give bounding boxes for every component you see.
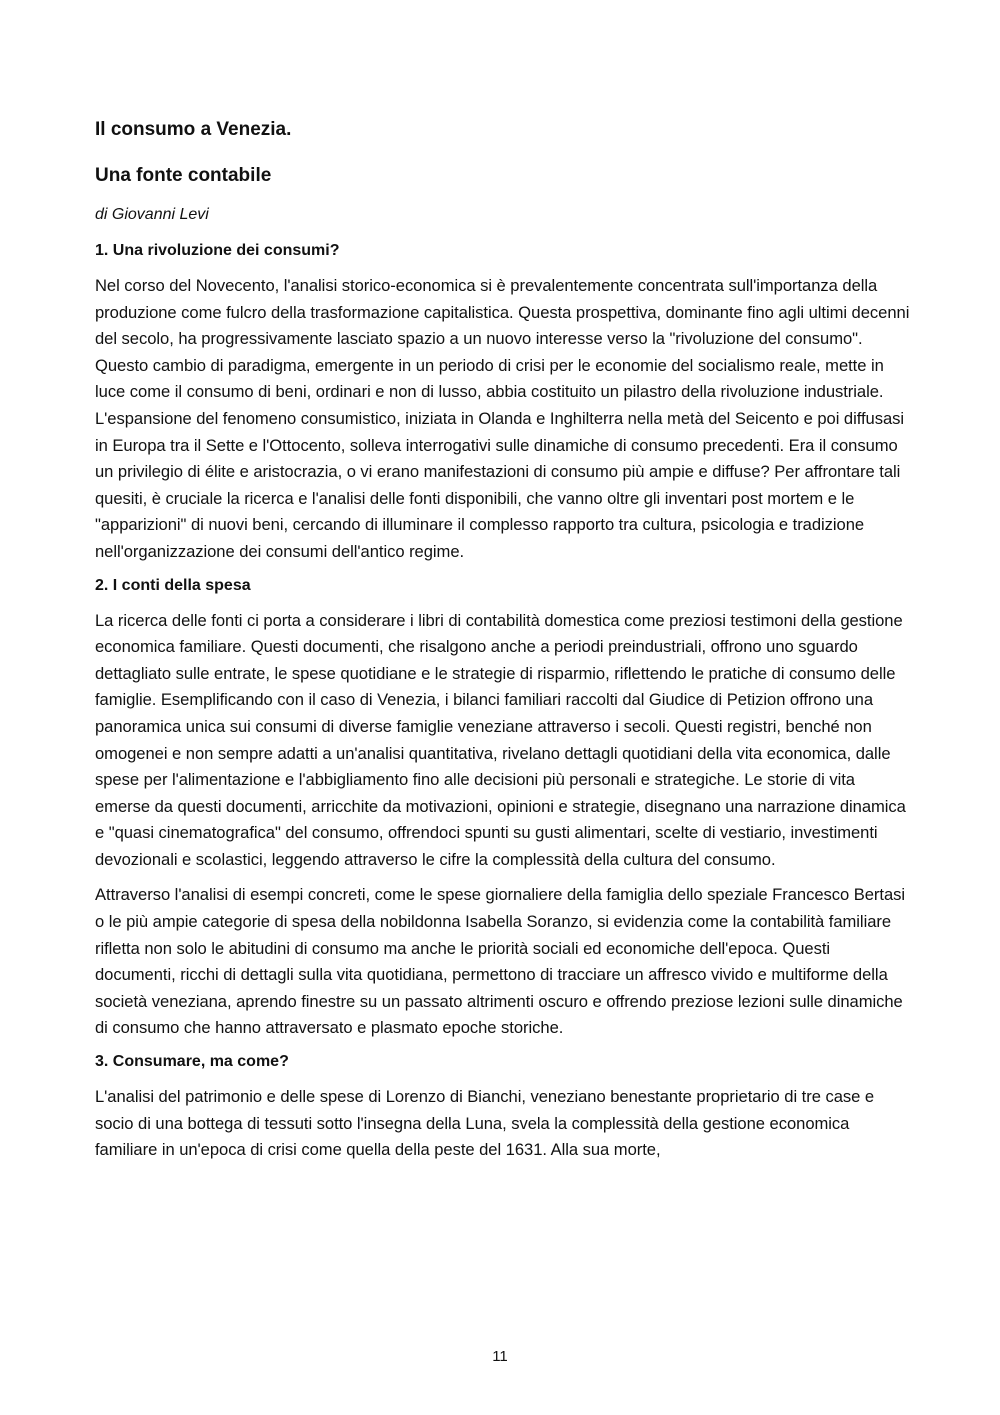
paragraph: Nel corso del Novecento, l'analisi storico-economica si è prevalentemente concentrata sull'importanza della produzione come fulcro della trasformazione capitalistica. Questa prospettiva, dominante fino agli ultimi decenni del secolo, ha progressivamente lasciato spazio a un nuovo interesse verso la "rivoluzione del consumo". Questo cambio di paradigma, emergente in un periodo di crisi per le economie del socialismo reale, mette in luce come il consumo di beni, ordinari e non di lusso, abbia costituito un pilastro della rivoluzione industriale. L'espansione del fenomeno consumistico, iniziata in Olanda e Inghilterra nella metà del Seicento e poi diffusasi in Europa tra il Sette e l'Ottocento, solleva interrogativi sulle dinamiche di consumo precedenti. Era il consumo un privilegio di élite e aristocrazia, o vi erano manifestazioni di consumo più ampie e diffuse? Per affrontare tali quesiti, è cruciale la ricerca e l'analisi delle fonti disponibili, che vanno oltre gli inventari post mortem e le "apparizioni" di nuovi beni, cercando di illuminare il complesso rapporto tra cultura, psicologia e tradizione nell'organizzazione dei consumi dell'antico regime. [95, 276, 910, 561]
page-number: 11 [492, 1348, 508, 1365]
section-heading: 3. Consumare, ma come? [95, 1053, 289, 1071]
document-title: Il consumo a Venezia. [95, 119, 292, 140]
section-heading: 1. Una rivoluzione dei consumi? [95, 242, 340, 259]
section-1 [95, 240, 910, 566]
section-2 [95, 575, 910, 1043]
paragraph: Attraverso l'analisi di esempi concreti, come le spese giornaliere della famiglia dello speziale Francesco Bertasi o le più ampie categorie di spesa della nobildonna Isabella Soranzo, si evidenzia come la contabilità familiare rifletta non solo le abitudini di consumo ma anche le priorità sociali ed economiche dell'epoca. Questi documenti, ricchi di dettagli sulla vita quotidiana, permettono di tracciare un affresco vivido e multiforme della società veneziana, aprendo finestre su un passato altrimenti oscuro e offrendo preziose lezioni sulle dinamiche di consumo che hanno attraversato e plasmato epoche storiche. [95, 885, 906, 1038]
section-3 [95, 1051, 910, 1164]
section-heading: 2. I conti della spesa [95, 576, 251, 594]
author-line: di Giovanni Levi [95, 206, 209, 223]
paragraph: L'analisi del patrimonio e delle spese di Lorenzo di Bianchi, veneziano benestante proprietario di tre case e socio di una bottega di tessuti sotto l'insegna della Luna, svela la complessità della gestione economica familiare in un'epoca di crisi come quella della peste del 1631. Alla sua morte, [95, 1087, 875, 1160]
paragraph: La ricerca delle fonti ci porta a considerare i libri di contabilità domestica come preziosi testimoni della gestione economica familiare. Questi documenti, che risalgono anche a periodi preindustriali, offrono uno sguardo dettagliato sulle entrate, le spese quotidiane e le strategie di risparmio, riflettendo le pratiche di consumo delle famiglie. Esemplificando con il caso di Venezia, i bilanci familiari raccolti dal Giudice di Petizion offrono una panoramica unica sui consumi di diverse famiglie veneziane attraverso i secoli. Questi registri, benché non omogenei e non sempre adatti a un'analisi quantitativa, rivelano dettagli quotidiani della vita economica, dalle spese per l'alimentazione e l'abbigliamento fino alle decisioni più personali e strategiche. Le storie di vita emerse da questi documenti, arricchite da motivazioni, opinioni e strategie, disegnano una narrazione dinamica e "quasi cinematografica" del consumo, offrendoci spunti su gusti alimentari, scelte di vestiario, investimenti devozionali e scolastici, leggendo attraverso le cifre la complessità della cultura del consumo. [95, 610, 906, 869]
document-body [95, 118, 910, 1173]
document-subtitle: Una fonte contabile [95, 165, 272, 186]
